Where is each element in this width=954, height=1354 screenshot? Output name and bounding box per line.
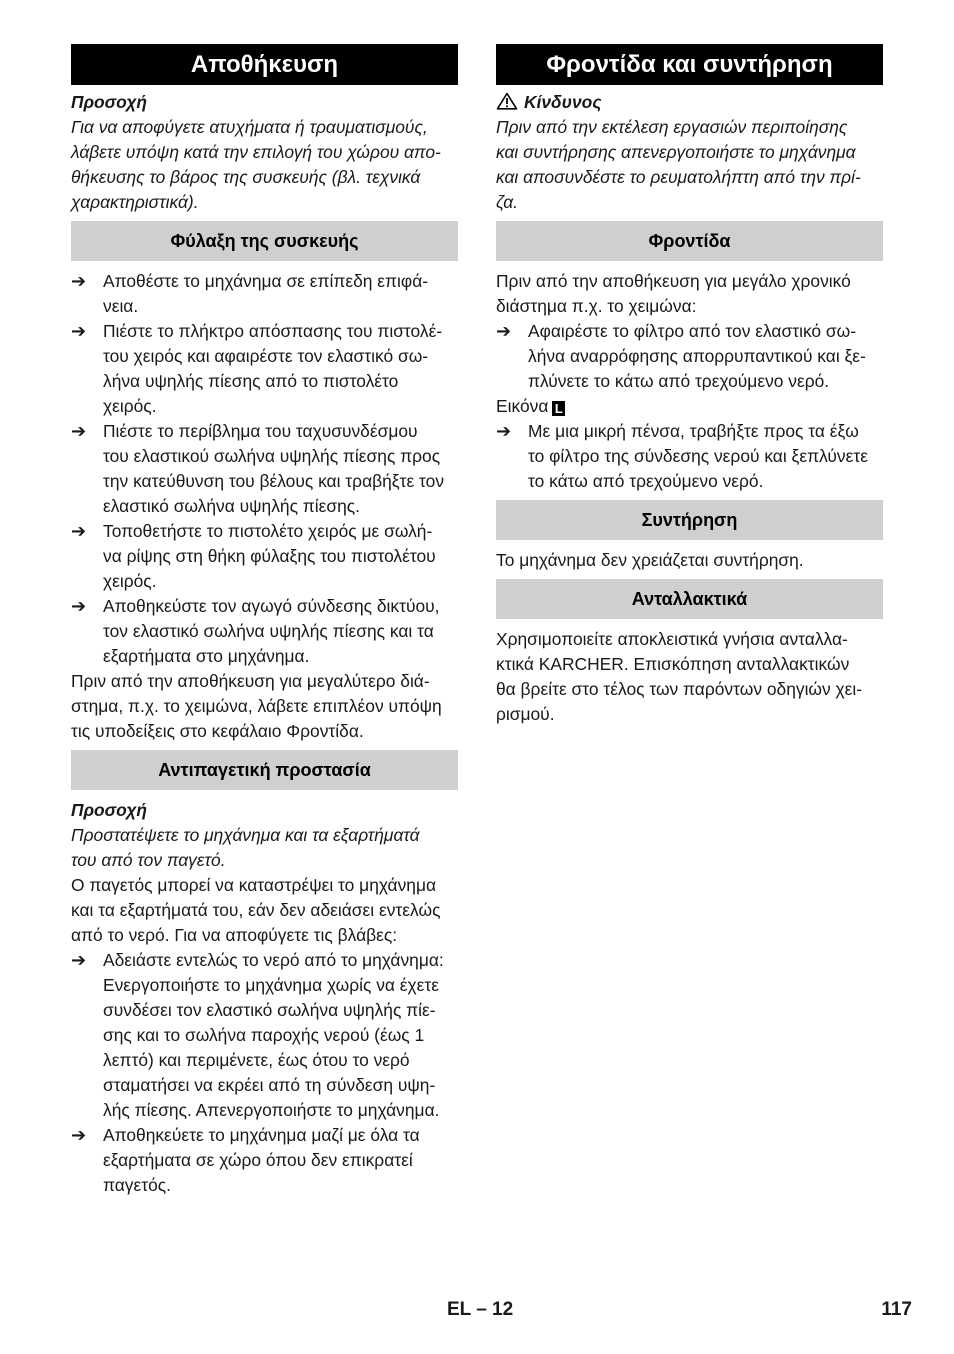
caution-text: Προστατέψετε το μηχάνημα και τα εξαρτήματά του από τον παγετό.: [71, 825, 420, 870]
arrow-right-icon: ➔: [71, 321, 87, 341]
list-item: ➔ Αφαιρέστε το φίλτρο από τον ελαστικό σω- λήνα αναρρόφησης απορρυπαντικού και ξε- πλύνετε το κάτω από τρεχούμενο νερό.: [496, 321, 866, 391]
frost-steps-list: [71, 948, 458, 1198]
caution-title: Προσοχή: [71, 800, 147, 820]
list-item: ➔ Αποθέστε το μηχάνημα σε επίπεδη επιφά- νεια.: [71, 271, 429, 316]
storage-note: Πριν από την αποθήκευση για μεγαλύτερο διά- στημα, π.χ. το χειμώνα, λάβετε επιπλέον υπόψη τις υποδείξεις στο κεφάλαιο Φροντίδα.: [71, 671, 442, 741]
section-title-storage: Αποθήκευση: [71, 44, 458, 85]
storage-steps-list: [71, 269, 458, 669]
figure-letter-badge: L: [552, 401, 565, 416]
caution-text: Για να αποφύγετε ατυχήματα ή τραυματισμούς, λάβετε υπόψη κατά την επιλογή του χώρου απο- θήκευσης το βάρος της συσκευής (βλ. τεχνικά χαρακτηριστικά).: [71, 117, 441, 212]
arrow-right-icon: ➔: [496, 421, 512, 441]
care-intro: Πριν από την αποθήκευση για μεγάλο χρονικό διάστημα π.χ. το χειμώνα:: [496, 271, 851, 316]
frost-intro: Ο παγετός μπορεί να καταστρέψει το μηχάνημα και τα εξαρτήματά του, εάν δεν αδειάσει εντελώς από το νερό. Για να αποφύγετε τις βλάβες:: [71, 875, 441, 945]
left-column: [71, 44, 458, 1198]
arrow-right-icon: ➔: [71, 950, 87, 970]
figure-reference: Εικόνα L: [496, 394, 883, 419]
spare-parts-text: Χρησιμοποιείτε αποκλειστικά γνήσια ανταλλα- κτικά KARCHER. Επισκόπηση ανταλλακτικών θα βρείτε στο τέλος των παρόντων οδηγιών χει- ρισμού.: [496, 629, 863, 724]
list-item: ➔ Αποθηκεύστε τον αγωγό σύνδεσης δικτύου, τον ελαστικό σωλήνα υψηλής πίεσης και τα εξαρτήματα στο μηχάνημα.: [71, 596, 440, 666]
caution-title: Προσοχή: [71, 92, 147, 112]
warning-triangle-icon: [496, 92, 518, 110]
list-item: ➔ Με μια μικρή πένσα, τραβήξτε προς τα έξω το φίλτρο της σύνδεσης νερού και ξεπλύνετε το κάτω από τρεχούμενο νερό.: [496, 421, 868, 491]
right-column: [496, 44, 883, 727]
subsection-title-frost-protection: Αντιπαγετική προστασία: [71, 750, 458, 790]
care-steps-list: [496, 319, 883, 394]
arrow-right-icon: ➔: [71, 421, 87, 441]
arrow-right-icon: ➔: [71, 271, 87, 291]
footer-page-number: 117: [881, 1299, 912, 1320]
danger-title: Κίνδυνος: [496, 90, 883, 115]
footer-section-page: EL – 12: [447, 1299, 514, 1320]
subsection-title-spare-parts: Ανταλλακτικά: [496, 579, 883, 619]
subsection-title-maintenance: Συντήρηση: [496, 500, 883, 540]
list-item: ➔ Αδειάστε εντελώς το νερό από το μηχάνημα: Ενεργοποιήστε το μηχάνημα χωρίς να έχετε συνδέσει τον ελαστικό σωλήνα υψηλής πίε- σης και το σωλήνα παροχής νερού (έως 1 λεπτό) και περιμένετε, έως ότου το νερό σταματήσει να εκρέει από τη σύνδεση υψη- λής πίεσης. Απενεργοποιήστε το μηχάνημα.: [71, 950, 444, 1120]
section-title-care-maintenance: Φροντίδα και συντήρηση: [496, 44, 883, 85]
list-item: ➔ Πιέστε το πλήκτρο απόσπασης του πιστολέ- του χειρός και αφαιρέστε τον ελαστικό σω- λήνα υψηλής πίεσης από το πιστολέτο χειρός.: [71, 321, 443, 416]
arrow-right-icon: ➔: [71, 521, 87, 541]
list-item: ➔ Αποθηκεύετε το μηχάνημα μαζί με όλα τα εξαρτήματα σε χώρο όπου δεν επικρατεί παγετός.: [71, 1125, 420, 1195]
subsection-title-care: Φροντίδα: [496, 221, 883, 261]
list-item: ➔ Πιέστε το περίβλημα του ταχυσυνδέσμου του ελαστικού σωλήνα υψηλής πίεσης προς την κατεύθυνση του βέλους και τραβήξτε τον ελαστικό σωλήνα υψηλής πίεσης.: [71, 421, 445, 516]
subsection-title-device-storage: Φύλαξη της συσκευής: [71, 221, 458, 261]
danger-text: Πριν από την εκτέλεση εργασιών περιποίησης και συντήρησης απενεργοποιήστε το μηχάνημα και αποσυνδέστε το ρευματολήπτη από την πρί- ζα.: [496, 117, 861, 212]
arrow-right-icon: ➔: [496, 321, 512, 341]
maintenance-text: Το μηχάνημα δεν χρειάζεται συντήρηση.: [496, 550, 804, 570]
arrow-right-icon: ➔: [71, 1125, 87, 1145]
care-steps-list-2: [496, 419, 883, 494]
arrow-right-icon: ➔: [71, 596, 87, 616]
list-item: ➔ Τοποθετήστε το πιστολέτο χειρός με σωλή- να ρίψης στη θήκη φύλαξης του πιστολέτου χειρός.: [71, 521, 436, 591]
